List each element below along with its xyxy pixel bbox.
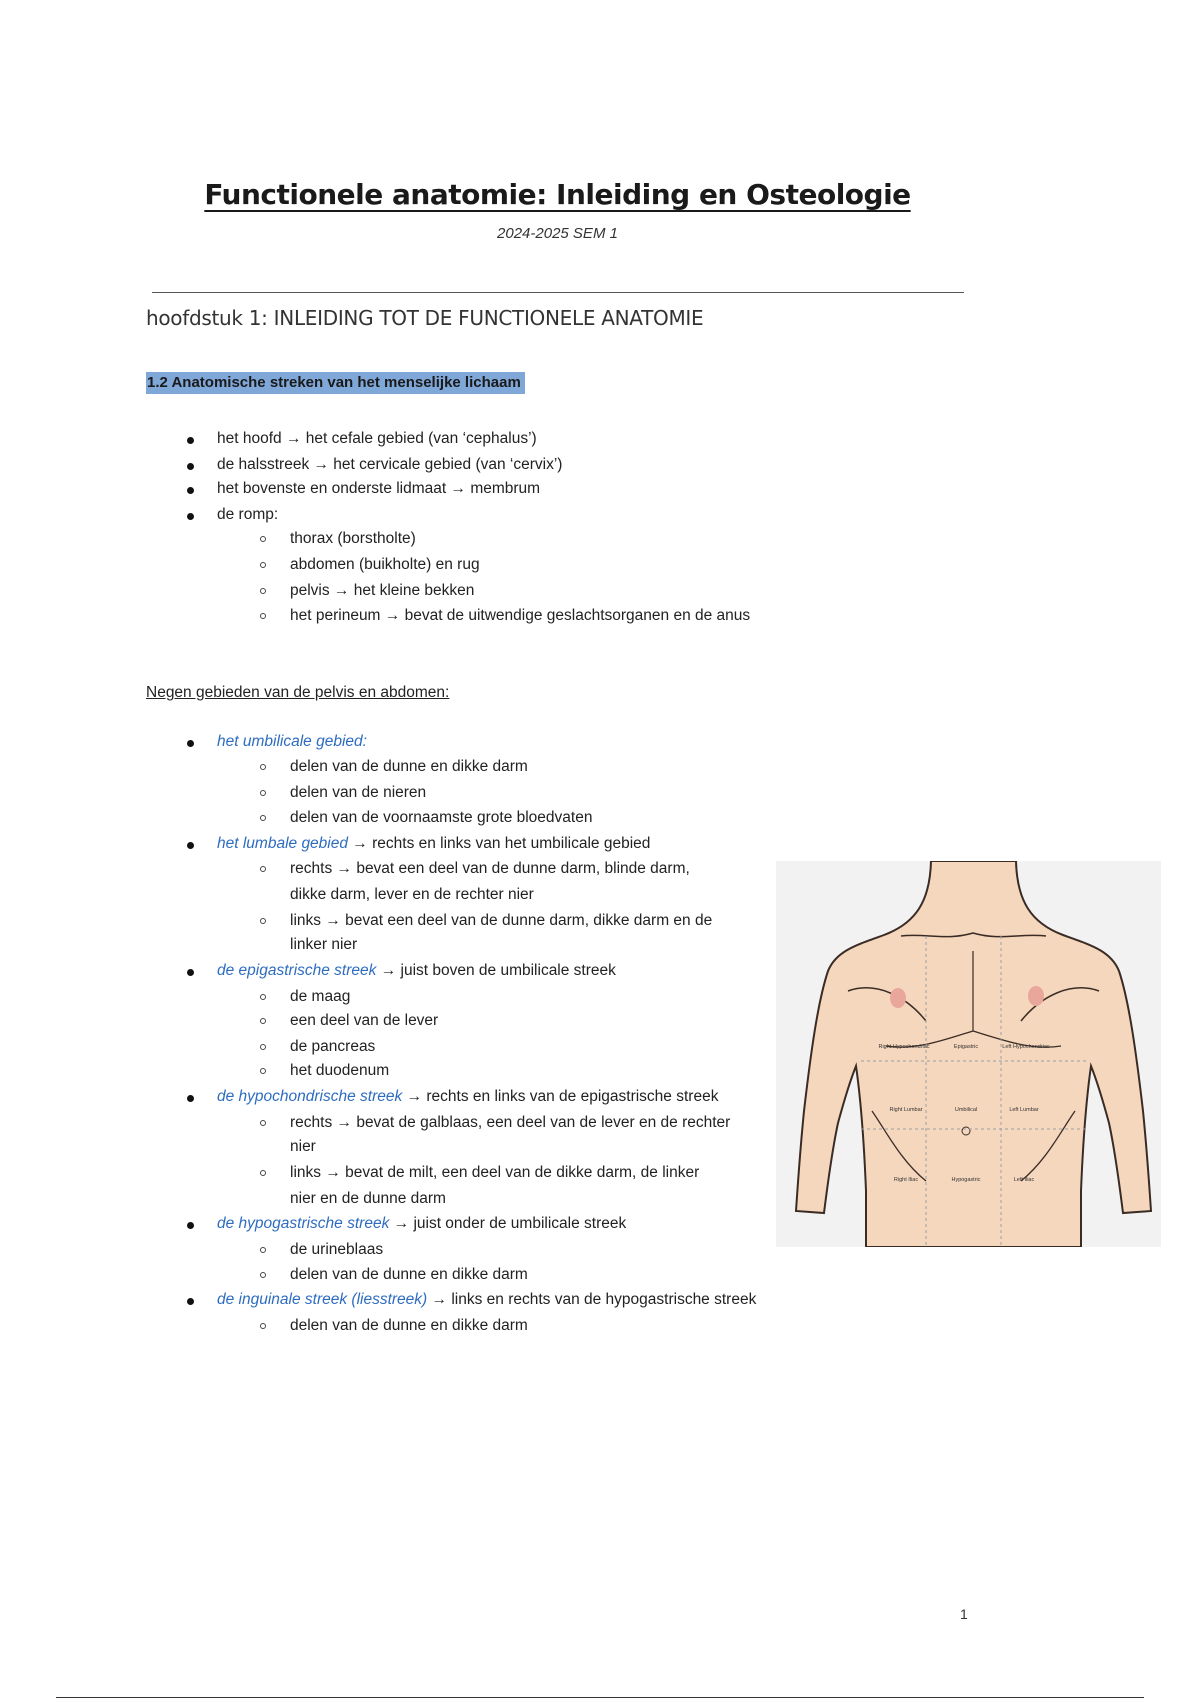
region-term: het lumbale gebied xyxy=(217,835,348,852)
sub-list-item: de urineblaas xyxy=(290,1241,384,1258)
list-item xyxy=(217,835,650,853)
sub-list-item: delen van de dunne en dikke darm xyxy=(290,1266,528,1283)
list-item: de halsstreek → het cervicale gebied (van ‘cervix’) xyxy=(217,456,563,473)
region-term: de hypogastrische streek xyxy=(217,1215,390,1232)
sub-list-item: delen van de voornaamste grote bloedvaten xyxy=(290,809,593,826)
list-item: de romp: xyxy=(217,506,279,523)
sub-list-item-continuation: nier xyxy=(290,1138,316,1155)
label-left-iliac: Left Iliac xyxy=(1013,1177,1035,1183)
sub-list-item: delen van de nieren xyxy=(290,784,427,801)
list-item xyxy=(217,1291,756,1309)
sub-list-item-continuation: nier en de dunne darm xyxy=(290,1190,446,1207)
label-right-hypochondriac: Right Hypochondriac xyxy=(878,1044,930,1050)
sub-list-item: het duodenum xyxy=(290,1062,390,1079)
sub-list-item: delen van de dunne en dikke darm xyxy=(290,1317,528,1334)
region-description: → rechts en links van de epigastrische streek xyxy=(402,1088,719,1105)
label-hypogastric: Hypogastric xyxy=(951,1177,981,1183)
region-term: de hypochondrische streek xyxy=(217,1088,403,1105)
region-description: → links en rechts van de hypogastrische streek xyxy=(427,1291,757,1308)
sub-list-item: het perineum → bevat de uitwendige geslachtsorganen en de anus xyxy=(290,607,751,624)
list-item xyxy=(217,962,616,980)
nipple-left xyxy=(890,988,906,1008)
section-heading-highlighted: 1.2 Anatomische streken van het menselijke lichaam xyxy=(146,372,525,394)
abdomen-regions-figure xyxy=(776,861,1161,1247)
label-right-iliac: Right Iliac xyxy=(893,1177,919,1183)
label-left-lumbar: Left Lumbar xyxy=(1009,1107,1039,1113)
region-description: → rechts en links van het umbilicale gebied xyxy=(348,835,651,852)
chapter-heading: hoofdstuk 1: INLEIDING TOT DE FUNCTIONELE ANATOMIE xyxy=(146,306,704,330)
list-item xyxy=(217,1215,626,1233)
torso-shape xyxy=(796,861,1151,1247)
sub-list-item: pelvis → het kleine bekken xyxy=(290,582,475,599)
sub-list-item: een deel van de lever xyxy=(290,1012,439,1029)
sub-list-item: links → bevat de milt, een deel van de dikke darm, de linker xyxy=(290,1164,700,1181)
region-term: de epigastrische streek xyxy=(217,962,377,979)
label-epigastric: Epigastric xyxy=(953,1044,979,1050)
region-description: → juist onder de umbilicale streek xyxy=(389,1215,627,1232)
list-item: het hoofd → het cefale gebied (van ‘cephalus’) xyxy=(217,430,537,447)
sub-list-item: delen van de dunne en dikke darm xyxy=(290,758,528,775)
sub-list-item: de pancreas xyxy=(290,1038,376,1055)
header-divider xyxy=(152,292,964,293)
torso-illustration xyxy=(776,861,1161,1247)
footer-divider xyxy=(56,1697,1144,1698)
label-umbilical: Umbilical xyxy=(954,1107,978,1113)
subsection-heading: Negen gebieden van de pelvis en abdomen: xyxy=(146,684,450,701)
region-term: het umbilicale gebied: xyxy=(217,733,367,750)
list-item xyxy=(217,1088,718,1106)
sub-list-item: thorax (borstholte) xyxy=(290,530,416,547)
region-term: de inguinale streek (liesstreek) xyxy=(217,1291,428,1308)
sub-list-item: links → bevat een deel van de dunne darm, dikke darm en de xyxy=(290,912,713,929)
sub-list-item: de maag xyxy=(290,988,351,1005)
label-left-hypochondriac: Left Hypochondriac xyxy=(1002,1044,1050,1050)
region-description: → juist boven de umbilicale streek xyxy=(376,962,616,979)
sub-list-item: abdomen (buikholte) en rug xyxy=(290,556,480,573)
label-right-lumbar: Right Lumbar xyxy=(889,1107,923,1113)
sub-list-item-continuation: linker nier xyxy=(290,936,358,953)
document-title: Functionele anatomie: Inleiding en Osteologie xyxy=(204,178,911,211)
list-item: het bovenste en onderste lidmaat → membrum xyxy=(217,480,541,497)
sub-list-item: rechts → bevat de galblaas, een deel van de lever en de rechter xyxy=(290,1114,731,1131)
sub-list-item: rechts → bevat een deel van de dunne darm, blinde darm, xyxy=(290,860,690,877)
document-subtitle: 2024-2025 SEM 1 xyxy=(497,225,618,242)
page-number: 1 xyxy=(960,1606,968,1622)
sub-list-item-continuation: dikke darm, lever en de rechter nier xyxy=(290,886,534,903)
nipple-right xyxy=(1028,986,1044,1006)
list-item xyxy=(217,733,367,751)
